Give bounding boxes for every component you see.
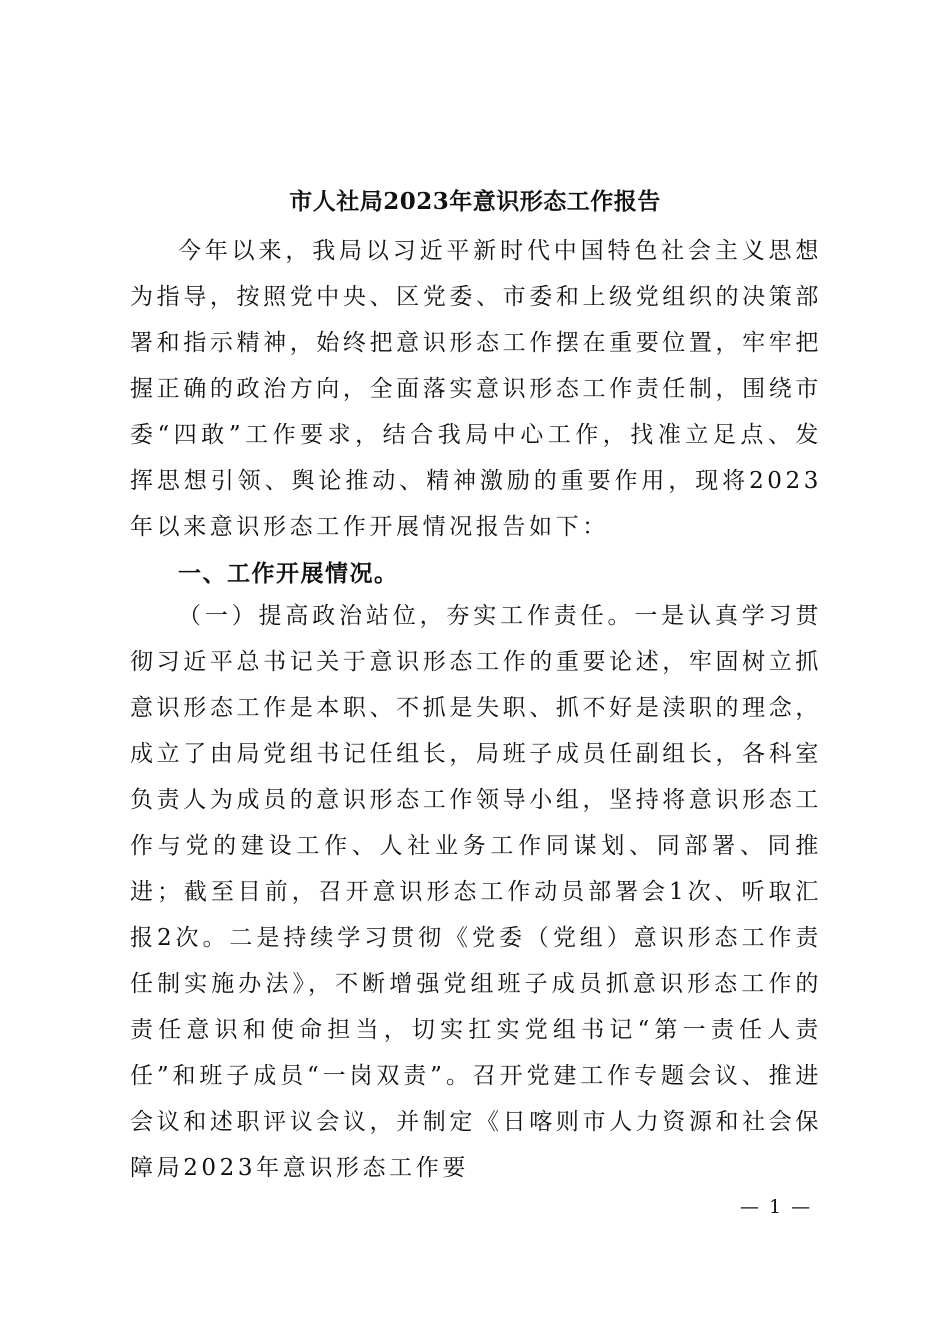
section-heading: 一、工作开展情况。 — [178, 561, 399, 587]
document-title: 市人社局2023年意识形态工作报告 — [289, 188, 661, 215]
page-number: — 1 — — [740, 1196, 813, 1218]
section1-paragraph: （一）提高政治站位，夯实工作责任。一是认真学习贯彻习近平总书记关于意识形态工作的重要论述，牢固树立抓意识形态工作是本职、不抓是失职、抓不好是渎职的理念，成立了由局党组书记任组长，局班子成员任副组长，各科室负责人为成员的意识形态工作领导小组，坚持将意识形态工作与党的建设工作、人社业务工作同谋划、同部署、同推进；截至目前，召开意识形态工作动员部署会1次、听取汇报2次。二是持续学习贯彻《党委（党组）意识形态工作责任制实施办法》，不断增强党组班子成员抓意识形态工作的责任意识和使命担当，切实扛实党组书记“第一责任人责任”和班子成员“一岗双责”。召开党建工作专题会议、推进会议和述职评议会议，并制定《日喀则市人力资源和社会保障局2023年意识形态工作要 — [130, 603, 822, 1181]
intro-paragraph: 今年以来，我局以习近平新时代中国特色社会主义思想为指导，按照党中央、区党委、市委和上级党组织的决策部署和指示精神，始终把意识形态工作摆在重要位置，牢牢把握正确的政治方向，全面落实意识形态工作责任制，围绕市委“四敢”工作要求，结合我局中心工作，找准立足点、发挥思想引领、舆论推动、精神激励的重要作用，现将2023年以来意识形态工作开展情况报告如下： — [130, 238, 822, 540]
